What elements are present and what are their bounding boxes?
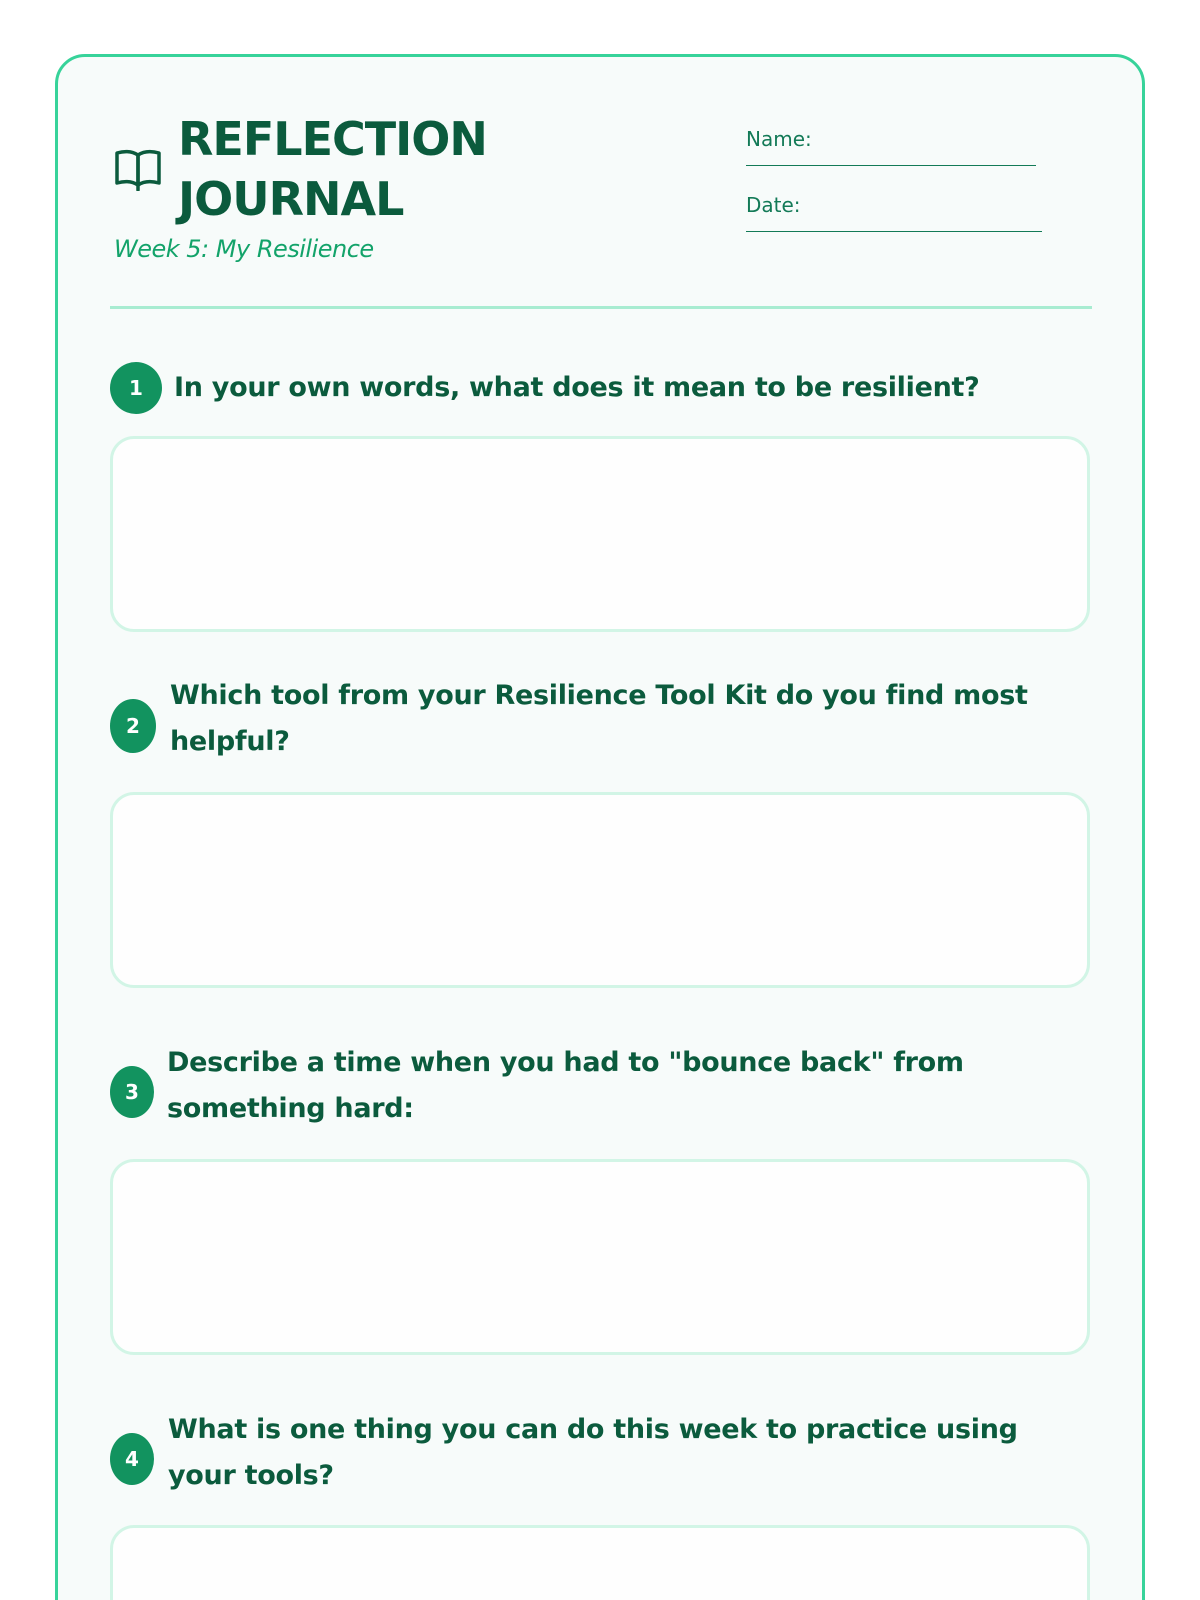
- answer-box[interactable]: [110, 436, 1090, 632]
- question-text: Which tool from your Resilience Tool Kit do you find most helpful?: [170, 680, 1028, 757]
- date-label: Date:: [746, 193, 801, 217]
- date-row: [746, 193, 1076, 259]
- question-number-badge: 1: [110, 362, 162, 414]
- question-text: In your own words, what does it mean to be resilient?: [174, 372, 980, 403]
- question-number-badge: 3: [110, 1066, 154, 1118]
- book-icon: [114, 149, 162, 191]
- header-divider: [110, 306, 1092, 309]
- journal-card: [55, 54, 1145, 1600]
- answer-box[interactable]: [110, 1525, 1090, 1600]
- question-text: What is one thing you can do this week to practice using your tools?: [168, 1414, 1018, 1491]
- question-text: Describe a time when you had to "bounce back" from something hard:: [167, 1047, 964, 1124]
- page-subtitle: Week 5: My Resilience: [114, 235, 374, 263]
- name-label: Name:: [746, 127, 812, 151]
- title-line-2: JOURNAL: [178, 172, 404, 226]
- title-line-1: REFLECTION: [178, 112, 487, 166]
- question-number-badge: 2: [110, 699, 156, 753]
- date-blank-line[interactable]: [746, 231, 1042, 232]
- question-number-badge: 4: [110, 1433, 154, 1485]
- name-blank-line[interactable]: [746, 165, 1036, 166]
- page-title: [178, 109, 598, 229]
- journal-header: [58, 57, 1142, 317]
- name-row: [746, 127, 1076, 193]
- name-date-block: [746, 127, 1076, 259]
- answer-box[interactable]: [110, 1159, 1090, 1355]
- answer-box[interactable]: [110, 792, 1090, 988]
